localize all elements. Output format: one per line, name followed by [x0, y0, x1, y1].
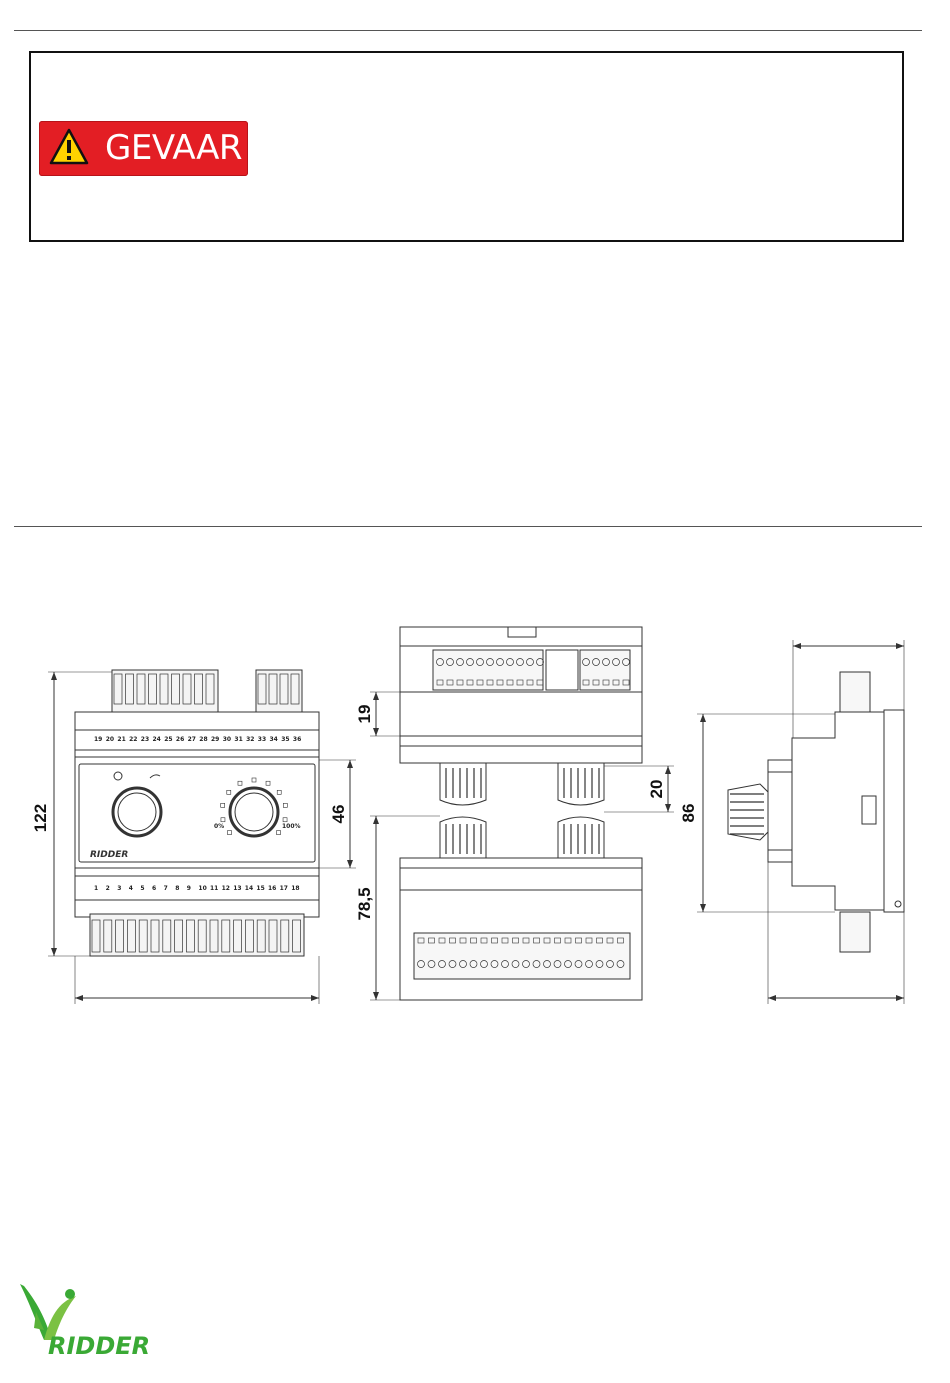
terminal-number: 28 — [199, 736, 208, 743]
terminal-number: 23 — [140, 736, 150, 743]
terminal-number: 10 — [198, 885, 207, 892]
dim-46: 46 — [329, 804, 348, 824]
terminal-number: 16 — [268, 885, 277, 892]
terminal-number: 30 — [222, 736, 232, 743]
terminal-number: 22 — [129, 736, 138, 743]
terminal-number: 17 — [279, 885, 288, 892]
warning-triangle-icon — [49, 128, 89, 166]
logo-text: RIDDER — [48, 1332, 151, 1360]
terminal-number: 36 — [292, 736, 302, 743]
terminal-number: 18 — [291, 885, 300, 892]
terminal-number: 11 — [210, 885, 219, 892]
dim-19: 19 — [355, 704, 374, 724]
knob-min-label: 0% — [214, 823, 225, 830]
terminal-number: 20 — [105, 736, 115, 743]
terminal-number: 3 — [117, 885, 122, 892]
terminal-number: 1 — [94, 885, 99, 892]
terminal-number: 19 — [94, 736, 103, 743]
terminal-number: 12 — [221, 885, 230, 892]
knob-max-label: 100% — [282, 823, 301, 830]
terminal-number: 9 — [186, 885, 191, 892]
terminal-number: 2 — [105, 885, 110, 892]
top-rule — [14, 30, 922, 31]
gevaar-badge — [39, 121, 248, 176]
terminal-number: 14 — [244, 885, 254, 892]
section-rule — [14, 526, 922, 527]
terminal-number: 4 — [128, 885, 133, 892]
dim-78-5: 78,5 — [355, 887, 374, 921]
top-view — [370, 627, 674, 1000]
dimension-drawing — [0, 600, 950, 1020]
terminal-number: 21 — [117, 736, 126, 743]
terminal-number: 32 — [246, 736, 255, 743]
terminal-number: 8 — [175, 885, 180, 892]
terminal-number: 5 — [140, 885, 145, 892]
panel-brand: RIDDER — [90, 850, 129, 860]
dim-122: 122 — [31, 803, 50, 833]
terminal-number: 13 — [233, 885, 242, 892]
ridder-logo — [14, 1282, 164, 1364]
terminal-number: 7 — [163, 885, 168, 892]
terminal-number: 29 — [211, 736, 220, 743]
front-view — [48, 670, 356, 1004]
terminal-number: 26 — [175, 736, 185, 743]
dim-20: 20 — [647, 779, 666, 799]
side-view — [697, 640, 904, 1004]
terminal-number: 35 — [281, 736, 290, 743]
terminal-number: 25 — [164, 736, 173, 743]
gevaar-label: GEVAAR — [105, 128, 243, 168]
terminal-number: 24 — [152, 736, 161, 743]
terminal-number: 6 — [152, 885, 157, 892]
terminal-number: 27 — [187, 736, 196, 743]
dim-86: 86 — [679, 803, 698, 823]
terminal-number: 34 — [269, 736, 278, 743]
terminal-number: 15 — [256, 885, 265, 892]
terminal-number: 33 — [257, 736, 267, 743]
terminal-number: 31 — [234, 736, 243, 743]
